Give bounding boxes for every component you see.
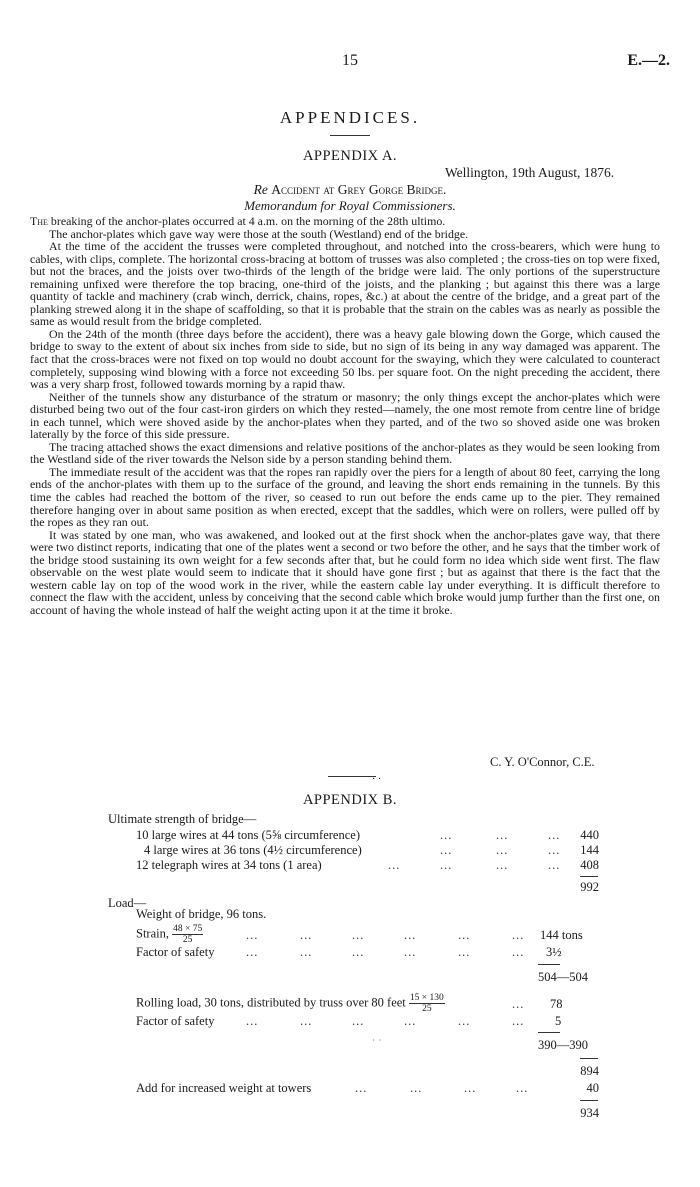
leader-dots: ... bbox=[246, 928, 259, 942]
factor-of-safety-label: Factor of safety bbox=[136, 945, 215, 959]
leader-dots: ... bbox=[496, 843, 509, 857]
leader-dots: ... bbox=[464, 1081, 477, 1095]
leader-dots: ... bbox=[458, 928, 471, 942]
leader-dots: ... bbox=[548, 858, 561, 872]
leader-dots: ... bbox=[440, 828, 453, 842]
factor-of-safety-label: Factor of safety bbox=[136, 1014, 215, 1028]
sum-rule bbox=[538, 964, 560, 965]
wire-row-label: 10 large wires at 44 tons (5⅝ circumference) bbox=[136, 828, 360, 842]
leader-dots: ... bbox=[410, 1081, 423, 1095]
leader-dots: ... bbox=[404, 945, 417, 959]
leader-dots: ... bbox=[440, 858, 453, 872]
leader-dots: ... bbox=[352, 1014, 365, 1028]
appendix-a-heading: APPENDIX A. bbox=[302, 148, 398, 164]
paragraph: At the time of the accident the trusses were completed throughout, and notched into the cross-bearers, which were hung to cables, with clips, complete. The horizontal cross-bracing at bottom of trusses was also completed ; the cross-ties on top were fixed, but not the braces, and the joists over two-thirds of the length of the bridge were laid. The only portions of the superstructure remaining unfixed were therefore the top bracing, one-third of the joists, and the planking ; but against this there was a large quantity of tackle and machinery (crab winch, derrick, chains, ropes, &c.) at about the centre of the bridge, and a great part of the planking strewed along it in the shape of scaffolding, so that it is probable that the strain on the cables was as nearly as possible the same as would result from the bridge completed. bbox=[30, 239, 660, 329]
fraction-denominator: 25 bbox=[422, 1004, 432, 1014]
leader-dots: ... bbox=[516, 1081, 529, 1095]
paragraph: The anchor-plates which gave way were those at the south (Westland) end of the bridge. bbox=[49, 226, 469, 241]
fraction-numerator: 48 × 75 bbox=[173, 924, 203, 934]
leader-dots: ... bbox=[404, 1014, 417, 1028]
leader-dots: ... bbox=[352, 928, 365, 942]
fraction-denominator: 25 bbox=[182, 935, 193, 945]
re-prefix: Re bbox=[253, 182, 268, 197]
leader-dots: ... bbox=[355, 1081, 368, 1095]
leader-dots: ... bbox=[246, 945, 259, 959]
subject-line bbox=[0, 182, 700, 198]
paragraph: The tracing attached shows the exact dimensions and relative positions of the anchor-plates as they would be seen looking from the Westland side of the river towards the Nelson side by a person standing behind them. bbox=[30, 439, 660, 467]
page-number: 15 bbox=[342, 52, 358, 69]
divider-dot: · · bbox=[372, 774, 382, 785]
wire-row-value: 440 bbox=[580, 828, 599, 842]
grand-total: 934 bbox=[580, 1106, 599, 1120]
strain-label: Strain, bbox=[136, 926, 169, 941]
re-subject: Accident at Grey Gorge Bridge. bbox=[271, 182, 447, 197]
divider bbox=[328, 776, 376, 777]
ultimate-strength-label: Ultimate strength of bridge— bbox=[108, 812, 257, 826]
rolling-load-value: 78 bbox=[550, 997, 563, 1011]
sum-rule bbox=[580, 876, 598, 877]
wire-row-label: 12 telegraph wires at 34 tons (1 area) bbox=[136, 858, 322, 872]
fraction-numerator: 15 × 130 bbox=[409, 993, 444, 1003]
leader-dots: ... bbox=[548, 843, 561, 857]
appendix-a-body bbox=[30, 215, 660, 617]
factor-value: 3½ bbox=[546, 945, 562, 959]
strain-fraction bbox=[172, 924, 203, 945]
subtotal: 390—390 bbox=[538, 1038, 588, 1052]
paragraph: On the 24th of the month (three days before the accident), there was a heavy gale blowing down the Gorge, which caused the bridge to sway to the extent of about six inches from side to side, but no sign of its being in any way damaged was apparent. The fact that the cross-braces were not fixed on top would no doubt account for the swaying, which they were calculated to counteract completely, supposing wind blowing with a force not exceeding 50 lbs. per square foot. On the night preceding the accident, there was a very sharp frost, followed towards morning by a rapid thaw. bbox=[30, 326, 660, 392]
towers-label: Add for increased weight at towers bbox=[136, 1081, 312, 1095]
sum-rule bbox=[538, 1032, 560, 1033]
leader-dots: ... bbox=[440, 843, 453, 857]
rolling-load-row bbox=[136, 993, 445, 1014]
weight-label: Weight of bridge, 96 tons. bbox=[136, 907, 267, 921]
leader-dots: ... bbox=[300, 1014, 313, 1028]
dateline: Wellington, 19th August, 1876. bbox=[445, 165, 615, 180]
ultimate-total: 992 bbox=[580, 880, 599, 894]
sum-rule bbox=[580, 1100, 598, 1101]
load-label: Load— bbox=[108, 896, 147, 910]
rolling-load-fraction bbox=[409, 993, 445, 1014]
paragraph-lead: The bbox=[30, 214, 48, 228]
leader-dots: ... bbox=[300, 928, 313, 942]
document-reference: E.—2. bbox=[627, 52, 670, 69]
divider bbox=[330, 135, 370, 136]
leader-dots: ... bbox=[512, 1014, 525, 1028]
appendix-b-heading: APPENDIX B. bbox=[302, 792, 398, 808]
leader-dots: ... bbox=[388, 858, 401, 872]
leader-dots: ... bbox=[512, 997, 525, 1011]
leader-dots: ... bbox=[548, 828, 561, 842]
leader-dots: ... bbox=[352, 945, 365, 959]
leader-dots: ... bbox=[300, 945, 313, 959]
leader-dots: ... bbox=[496, 828, 509, 842]
strain-value: 144 tons bbox=[540, 928, 583, 942]
leader-dots: ... bbox=[246, 1014, 259, 1028]
factor-value: 5 bbox=[555, 1014, 562, 1028]
leader-dots: ... bbox=[496, 858, 509, 872]
sum: 894 bbox=[580, 1064, 599, 1078]
leader-dots: ... bbox=[458, 945, 471, 959]
stray-mark: · · bbox=[372, 1036, 383, 1045]
wire-row-value: 144 bbox=[580, 843, 599, 857]
subtotal: 504—504 bbox=[538, 970, 588, 984]
paragraph bbox=[30, 215, 660, 228]
wire-row-value: 408 bbox=[580, 858, 599, 872]
paragraph: The immediate result of the accident was that the ropes ran rapidly over the piers for a length of about 80 feet, carrying the long ends of the anchor-plates with them up to the surface of the ground, and leaving the short ends remaining in the tunnels. By this time the cables had reached the bottom of the river, so ceased to run out before the ends came up to the pier. They remained therefore hanging over in about same position as when erected, except that the saddles, which were on rollers, were pulled off by the ropes as they ran out. bbox=[30, 464, 660, 530]
sum-rule bbox=[580, 1058, 598, 1059]
paragraph: It was stated by one man, who was awakened, and looked out at the first shock when the anchor-plates gave way, that there were two distinct reports, indicating that one of the plates went a second or two before the other, and he says that the timber work of the bridge stood sustaining its own weight for a few seconds after that, but he could form no idea which side went first. The flaw observable on the west plate would seem to indicate that it should have gone first ; but as against that there is the fact that the western cable lay on top of the wood work in the river, while the eastern cable lay under everything. It is difficult therefore to connect the flaw with the accident, unless by conceiving that the second cable which broke would jump further than the first one, on account of having the whole instead of half the weight acting upon it at the time it broke. bbox=[30, 527, 660, 617]
memorandum-line: Memorandum for Royal Commissioners. bbox=[244, 198, 456, 213]
rolling-load-label: Rolling load, 30 tons, distributed by truss over 80 feet bbox=[136, 995, 406, 1010]
paragraph-text: breaking of the anchor-plates occurred at 4 a.m. on the morning of the 28th ultimo. bbox=[50, 214, 446, 228]
page-title: APPENDICES. bbox=[279, 108, 421, 127]
leader-dots: ... bbox=[512, 945, 525, 959]
paragraph: Neither of the tunnels show any disturbance of the stratum or masonry; the only things except the anchor-plates which were disturbed being two out of the four cast-iron girders on which they rested—namely, the one most remote from centre line of bridge in each tunnel, which were shoved aside by the anchor-plates when they parted, and of the two so shoved aside one was broken laterally by the force of this side pressure. bbox=[30, 389, 660, 442]
wire-row-label: 4 large wires at 36 tons (4½ circumference) bbox=[144, 843, 362, 857]
leader-dots: ... bbox=[512, 928, 525, 942]
towers-value: 40 bbox=[586, 1081, 599, 1095]
signature: C. Y. O'Connor, C.E. bbox=[490, 755, 595, 769]
leader-dots: ... bbox=[458, 1014, 471, 1028]
strain-row bbox=[136, 924, 203, 945]
leader-dots: ... bbox=[404, 928, 417, 942]
